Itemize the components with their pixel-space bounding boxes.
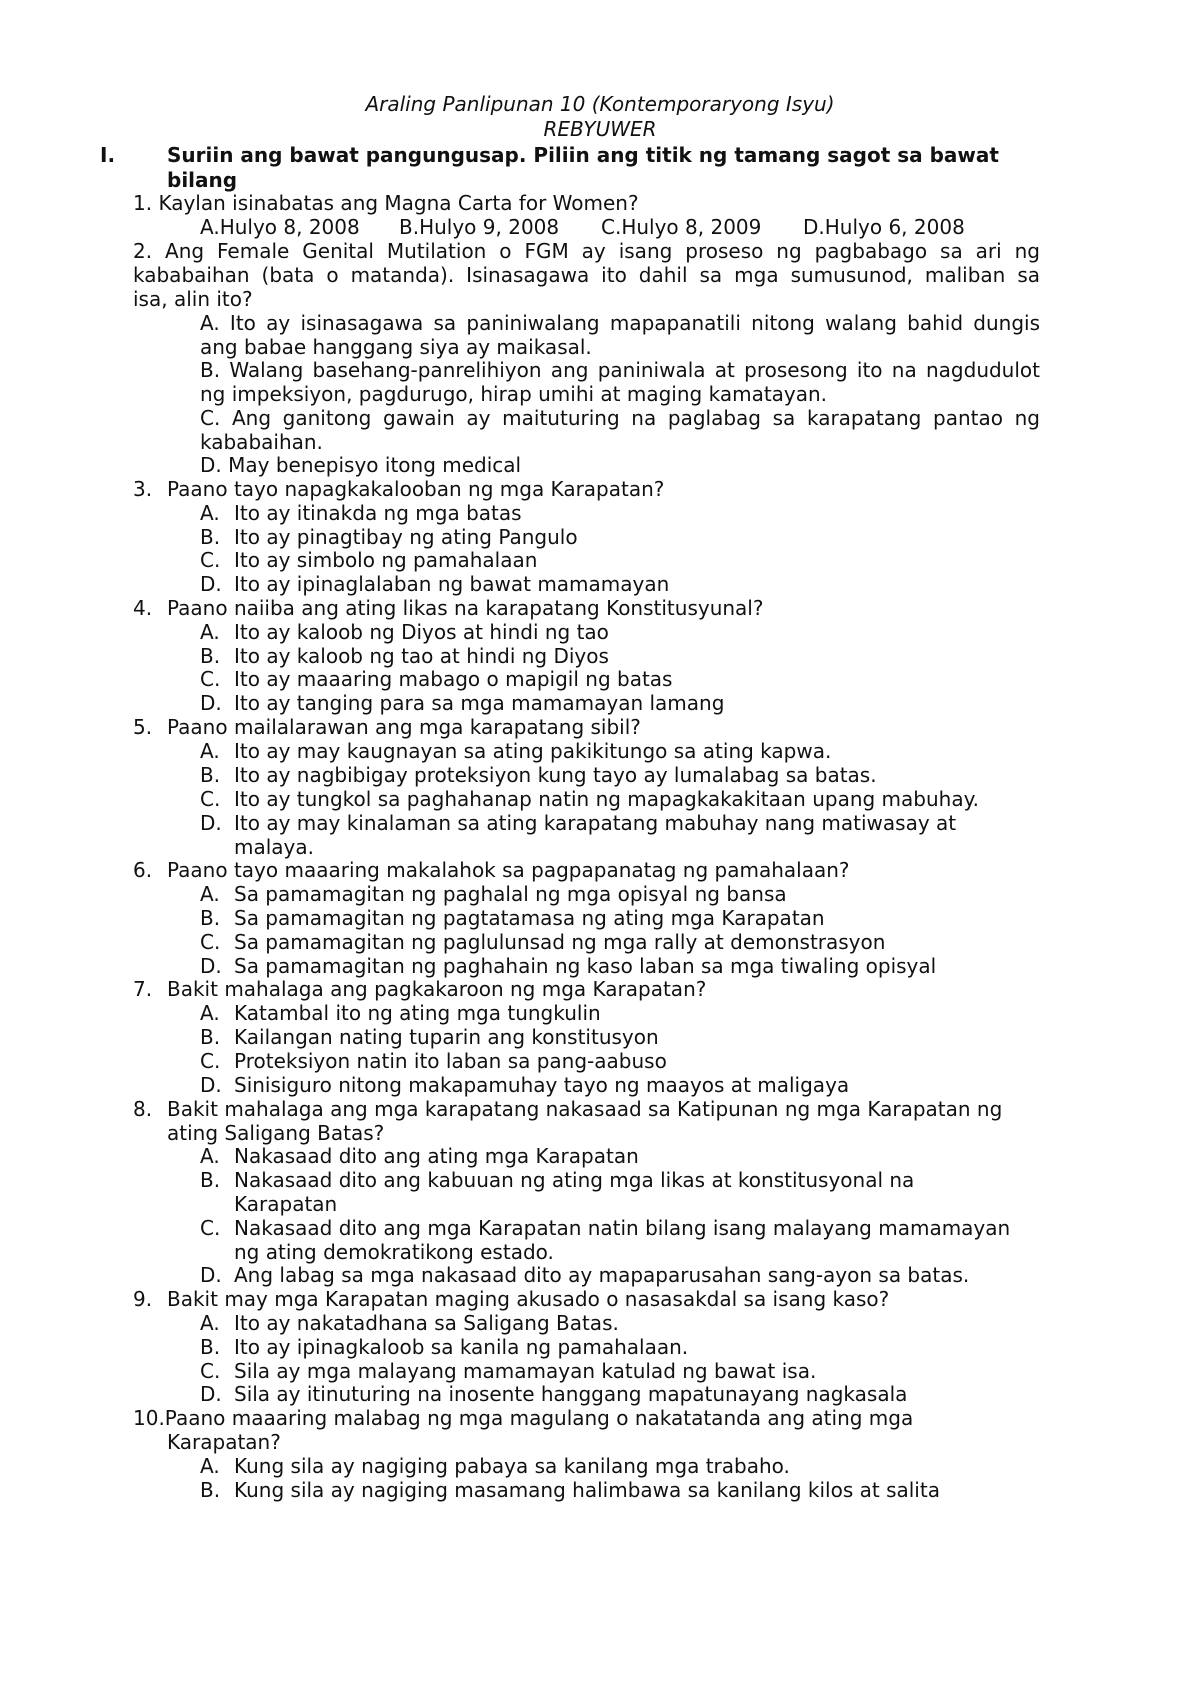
q4-option-b: Ito ay kaloob ng tao at hindi ng Diyos xyxy=(234,644,609,668)
option-letter: D. xyxy=(200,1263,222,1287)
q4-option-a: Ito ay kaloob ng Diyos at hindi ng tao xyxy=(234,620,609,644)
question-9-number: 9. xyxy=(133,1287,153,1311)
option-letter: A. xyxy=(200,1144,220,1168)
q4-option-d: Ito ay tanging para sa mga mamamayan lamang xyxy=(234,691,725,715)
option-letter: B. xyxy=(200,1168,221,1192)
option-letter: A. xyxy=(200,1001,220,1025)
q8-option-a: Nakasaad dito ang ating mga Karapatan xyxy=(234,1144,639,1168)
option-letter: C. xyxy=(200,787,221,811)
option-letter: C. xyxy=(200,548,221,572)
q2-option-a-line2: ang babae hanggang siya ay maikasal. xyxy=(200,335,592,359)
option-letter: A. xyxy=(200,501,220,525)
question-2-line2: kababaihan (bata o matanda). Isinasagawa ito dahil sa mga sumusunod, maliban sa xyxy=(133,263,1040,287)
question-2-line1: 2. Ang Female Genital Mutilation o FGM ay isang proseso ng pagbabago sa ari ng xyxy=(133,239,1040,263)
q1-option-d: D.Hulyo 6, 2008 xyxy=(803,215,965,239)
q7-option-a: Katambal ito ng ating mga tungkulin xyxy=(234,1001,601,1025)
option-letter: D. xyxy=(200,954,222,978)
question-5: Paano mailalarawan ang mga karapatang sibil? xyxy=(167,715,641,739)
option-letter: B. xyxy=(200,644,221,668)
q1-option-a: A.Hulyo 8, 2008 xyxy=(200,215,360,239)
option-letter: C. xyxy=(200,930,221,954)
question-7: Bakit mahalaga ang pagkakaroon ng mga Karapatan? xyxy=(167,977,707,1001)
q4-option-c: Ito ay maaaring mabago o mapigil ng batas xyxy=(234,667,673,691)
q2-option-c-line1: C. Ang ganitong gawain ay maituturing na paglabag sa karapatang pantao ng xyxy=(200,406,1040,430)
option-letter: D. xyxy=(200,691,222,715)
q5-option-a: Ito ay may kaugnayan sa ating pakikitungo sa ating kapwa. xyxy=(234,739,832,763)
q6-option-c: Sa pamamagitan ng paglulunsad ng mga rally at demonstrasyon xyxy=(234,930,886,954)
option-letter: C. xyxy=(200,1216,221,1240)
question-5-number: 5. xyxy=(133,715,153,739)
q9-option-b: Ito ay ipinagkaloob sa kanila ng pamahalaan. xyxy=(234,1335,689,1359)
q9-option-d: Sila ay itinuturing na inosente hanggang mapatunayang nagkasala xyxy=(234,1382,908,1406)
q3-option-a: Ito ay itinakda ng mga batas xyxy=(234,501,522,525)
q3-option-d: Ito ay ipinaglalaban ng bawat mamamayan xyxy=(234,572,670,596)
q7-option-c: Proteksiyon natin ito laban sa pang-aabuso xyxy=(234,1049,667,1073)
q2-option-a-line1: A. Ito ay isinasagawa sa paniniwalang mapapanatili nitong walang bahid dungis xyxy=(200,311,1040,335)
q3-option-b: Ito ay pinagtibay ng ating Pangulo xyxy=(234,525,578,549)
document-subject: Araling Panlipunan 10 (Kontemporaryong Isyu) xyxy=(365,92,835,116)
q2-option-c-line2: kababaihan. xyxy=(200,430,323,454)
question-9: Bakit may mga Karapatan maging akusado o nasasakdal sa isang kaso? xyxy=(167,1287,890,1311)
option-letter: D. xyxy=(200,811,222,835)
option-letter: B. xyxy=(200,525,221,549)
q8-option-b-line2: Karapatan xyxy=(234,1192,338,1216)
option-letter: C. xyxy=(200,667,221,691)
q2-option-b-line2: ng impeksiyon, pagdurugo, hirap umihi at maging kamatayan. xyxy=(200,382,828,406)
question-8-number: 8. xyxy=(133,1097,153,1121)
question-6: Paano tayo maaaring makalahok sa pagpapanatag ng pamahalaan? xyxy=(167,858,850,882)
q6-option-a: Sa pamamagitan ng paghalal ng mga opisyal ng bansa xyxy=(234,882,787,906)
option-letter: A. xyxy=(200,620,220,644)
question-10-line1: 10.Paano maaaring malabag ng mga magulang o nakatatanda ang ating mga xyxy=(133,1406,914,1430)
question-3-number: 3. xyxy=(133,477,153,501)
section-numeral: I. xyxy=(100,143,116,167)
q6-option-d: Sa pamamagitan ng paghahain ng kaso laban sa mga tiwaling opisyal xyxy=(234,954,937,978)
option-letter: A. xyxy=(200,1454,220,1478)
option-letter: B. xyxy=(200,1335,221,1359)
question-2-line3: isa, alin ito? xyxy=(133,287,253,311)
option-letter: B. xyxy=(200,906,221,930)
q3-option-c: Ito ay simbolo ng pamahalaan xyxy=(234,548,538,572)
option-letter: C. xyxy=(200,1359,221,1383)
section-instruction-line2: bilang xyxy=(167,168,238,192)
q5-option-b: Ito ay nagbibigay proteksiyon kung tayo ay lumalabag sa batas. xyxy=(234,763,877,787)
option-letter: B. xyxy=(200,1478,221,1502)
question-8-line2: ating Saligang Batas? xyxy=(167,1121,385,1145)
question-8-line1: Bakit mahalaga ang mga karapatang nakasaad sa Katipunan ng mga Karapatan ng xyxy=(167,1097,1003,1121)
q10-option-a: Kung sila ay nagiging pabaya sa kanilang mga trabaho. xyxy=(234,1454,790,1478)
question-10-line2: Karapatan? xyxy=(167,1430,281,1454)
q7-option-b: Kailangan nating tuparin ang konstitusyon xyxy=(234,1025,659,1049)
q5-option-c: Ito ay tungkol sa paghahanap natin ng mapagkakakitaan upang mabuhay. xyxy=(234,787,979,811)
question-4: Paano naiiba ang ating likas na karapatang Konstitusyunal? xyxy=(167,596,764,620)
option-letter: A. xyxy=(200,1311,220,1335)
question-7-number: 7. xyxy=(133,977,153,1001)
document-type: REBYUWER xyxy=(543,117,657,141)
question-1: 1. Kaylan isinabatas ang Magna Carta for Women? xyxy=(133,191,639,215)
option-letter: A. xyxy=(200,739,220,763)
q6-option-b: Sa pamamagitan ng pagtatamasa ng ating mga Karapatan xyxy=(234,906,825,930)
option-letter: A. xyxy=(200,882,220,906)
q9-option-a: Ito ay nakatadhana sa Saligang Batas. xyxy=(234,1311,619,1335)
option-letter: D. xyxy=(200,1073,222,1097)
q8-option-d: Ang labag sa mga nakasaad dito ay mapaparusahan sang-ayon sa batas. xyxy=(234,1263,970,1287)
q2-option-d: D. May benepisyo itong medical xyxy=(200,453,522,477)
q2-option-b-line1: B. Walang basehang-panrelihiyon ang paniniwala at prosesong ito na nagdudulot xyxy=(200,358,1040,382)
q5-option-d-line1: Ito ay may kinalaman sa ating karapatang mabuhay nang matiwasay at xyxy=(234,811,957,835)
question-4-number: 4. xyxy=(133,596,153,620)
q8-option-b-line1: Nakasaad dito ang kabuuan ng ating mga likas at konstitusyonal na xyxy=(234,1168,915,1192)
q5-option-d-line2: malaya. xyxy=(234,835,314,859)
option-letter: D. xyxy=(200,572,222,596)
q10-option-b: Kung sila ay nagiging masamang halimbawa sa kanilang kilos at salita xyxy=(234,1478,940,1502)
q8-option-c-line1: Nakasaad dito ang mga Karapatan natin bilang isang malayang mamamayan xyxy=(234,1216,1011,1240)
option-letter: C. xyxy=(200,1049,221,1073)
option-letter: B. xyxy=(200,763,221,787)
q1-option-b: B.Hulyo 9, 2008 xyxy=(399,215,560,239)
q8-option-c-line2: ng ating demokratikong estado. xyxy=(234,1240,554,1264)
q1-option-c: C.Hulyo 8, 2009 xyxy=(601,215,762,239)
q7-option-d: Sinisiguro nitong makapamuhay tayo ng maayos at maligaya xyxy=(234,1073,850,1097)
option-letter: D. xyxy=(200,1382,222,1406)
section-instruction-line1: Suriin ang bawat pangungusap. Piliin ang titik ng tamang sagot sa bawat xyxy=(167,143,999,167)
question-6-number: 6. xyxy=(133,858,153,882)
question-3: Paano tayo napagkakalooban ng mga Karapatan? xyxy=(167,477,665,501)
q9-option-c: Sila ay mga malayang mamamayan katulad ng bawat isa. xyxy=(234,1359,817,1383)
option-letter: B. xyxy=(200,1025,221,1049)
